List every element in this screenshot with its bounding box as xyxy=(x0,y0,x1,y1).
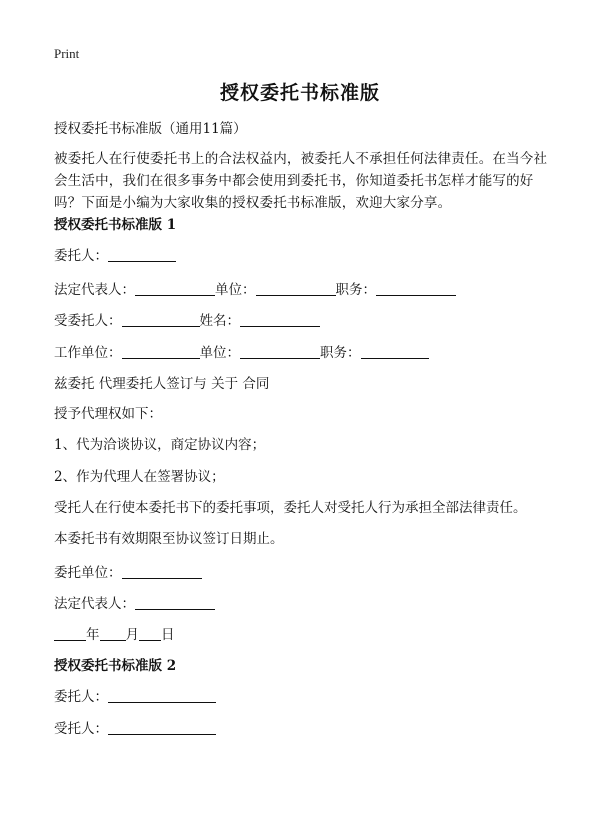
agent-row xyxy=(54,310,320,332)
unit-blank xyxy=(256,281,336,296)
agent-label: 受委托人： xyxy=(54,313,122,329)
section-2-agent-row xyxy=(54,718,216,740)
position-label-2: 职务： xyxy=(320,345,361,361)
principal-unit-label: 委托单位： xyxy=(54,565,122,581)
section-2-principal-row xyxy=(54,686,216,708)
principal-label: 委托人： xyxy=(54,248,108,264)
section-2-agent-label: 受托人： xyxy=(54,721,108,737)
year-label: 年 xyxy=(86,627,100,643)
legal-rep-row-2 xyxy=(54,593,215,615)
section-2-principal-label: 委托人： xyxy=(54,689,108,705)
legal-rep-row xyxy=(54,279,456,301)
section-2-principal-blank xyxy=(108,688,216,703)
entrust-line: 兹委托 代理委托人签订与 关于 合同 xyxy=(54,376,270,392)
work-unit-blank xyxy=(122,344,200,359)
intro-paragraph: 被委托人在行使委托书上的合法权益内，被委托人不承担任何法律责任。在当今社会生活中，我们在很多事务中都会使用到委托书，你知道委托书怎样才能写的好吗？下面是小编为大家收集的授权委托书标准版，欢迎大家分享。 xyxy=(54,151,548,211)
work-unit-row xyxy=(54,342,429,364)
legal-rep-blank xyxy=(135,281,215,296)
day-label: 日 xyxy=(161,627,175,643)
principal-row xyxy=(54,245,176,267)
date-row xyxy=(54,624,175,646)
month-label: 月 xyxy=(125,627,139,643)
principal-unit-blank xyxy=(122,564,202,579)
year-blank xyxy=(54,626,86,641)
name-label: 姓名： xyxy=(199,313,240,329)
work-unit-label: 工作单位： xyxy=(54,345,122,361)
principal-unit-row xyxy=(54,562,202,584)
document-subtitle: 授权委托书标准版（通用11篇） xyxy=(54,121,247,137)
position-label: 职务： xyxy=(335,282,376,298)
authority-item-1: 1、代为洽谈协议，商定协议内容； xyxy=(54,437,266,453)
position-blank-2 xyxy=(361,344,429,359)
position-blank xyxy=(376,281,456,296)
section-2-heading: 授权委托书标准版 2 xyxy=(54,658,177,674)
legal-rep-label-2: 法定代表人： xyxy=(54,596,135,612)
principal-blank xyxy=(108,247,176,262)
unit-label: 单位： xyxy=(215,282,256,298)
unit-blank-2 xyxy=(240,344,320,359)
authority-item-2: 2、作为代理人在签署协议； xyxy=(54,469,225,485)
agent-blank xyxy=(122,312,200,327)
month-blank xyxy=(100,626,126,641)
unit-label-2: 单位： xyxy=(199,345,240,361)
section-1-heading: 授权委托书标准版 1 xyxy=(54,217,177,233)
liability-statement: 受托人在行使本委托书下的委托事项，委托人对受托人行为承担全部法律责任。 xyxy=(54,500,527,516)
validity-statement: 本委托书有效期限至协议签订日期止。 xyxy=(54,531,284,547)
grant-line: 授予代理权如下： xyxy=(54,406,162,422)
document-title: 授权委托书标准版 xyxy=(219,82,380,104)
name-blank xyxy=(240,312,320,327)
day-blank xyxy=(139,626,161,641)
legal-rep-blank-2 xyxy=(135,595,215,610)
legal-rep-label: 法定代表人： xyxy=(54,282,135,298)
section-2-agent-blank xyxy=(108,720,216,735)
print-link[interactable]: Print xyxy=(54,46,80,61)
